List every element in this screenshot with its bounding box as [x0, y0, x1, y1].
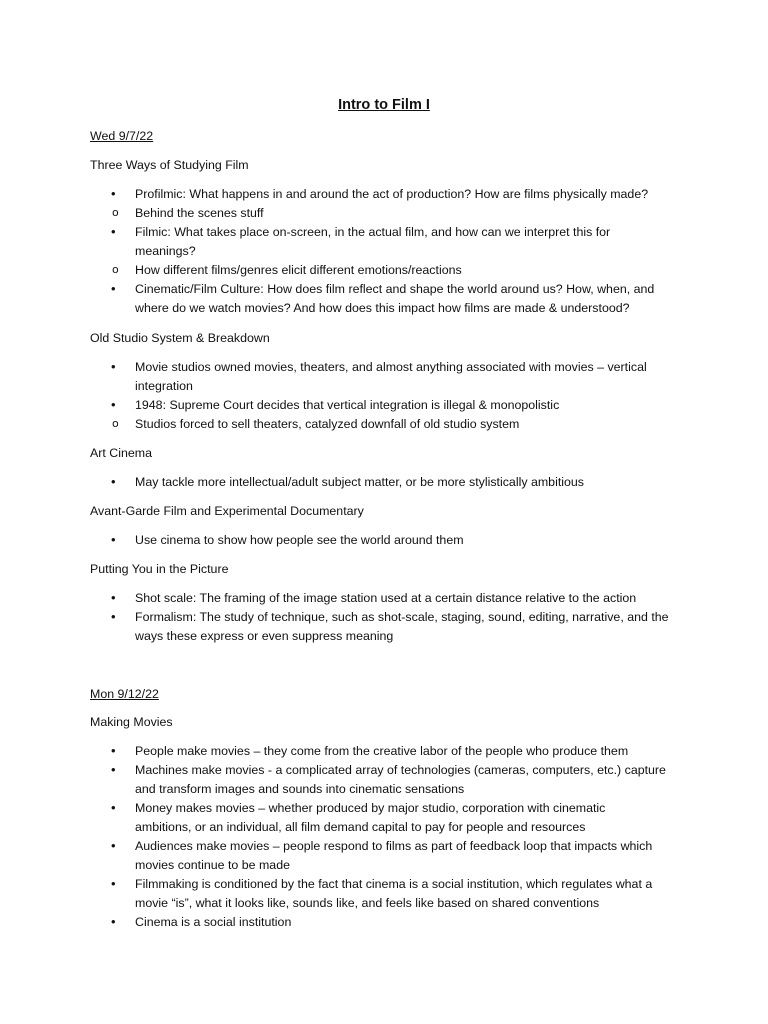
- bullet-icon: •: [111, 359, 116, 374]
- bullet-icon: •: [111, 914, 116, 929]
- sub-bullet-icon: o: [112, 206, 119, 219]
- list-item: • Money makes movies – whether produced by major studio, corporation with cinematic ambitions, or an individual, all film demand capital to pay for people and resources: [111, 800, 606, 834]
- document-title: Intro to Film I: [338, 97, 430, 113]
- section-heading: Making Movies: [90, 715, 173, 729]
- sub-bullet-icon: o: [112, 417, 119, 430]
- bullet-icon: •: [111, 838, 116, 853]
- list-item: • Use cinema to show how people see the world around them: [135, 531, 695, 550]
- list-item: • Filmic: What takes place on-screen, in the actual film, and how can we interpret this for meanings?: [111, 224, 611, 258]
- list-item: • Cinematic/Film Culture: How does film reflect and shape the world around us? How, when, and where do we watch movies? And how does this impact how films are made & understood?: [111, 281, 655, 315]
- list-item: • Formalism: The study of technique, such as shot-scale, staging, sound, editing, narrative, and the ways these express or even suppress meaning: [111, 609, 669, 643]
- bullet-icon: •: [111, 590, 116, 605]
- section-heading: Putting You in the Picture: [90, 562, 229, 576]
- list-item: • May tackle more intellectual/adult subject matter, or be more stylistically ambitious: [135, 473, 695, 492]
- section-heading: Three Ways of Studying Film: [90, 158, 249, 172]
- bullet-icon: •: [111, 532, 116, 547]
- bullet-icon: •: [111, 800, 116, 815]
- list-item: • People make movies – they come from the creative labor of the people who produce them: [135, 742, 695, 761]
- bullet-icon: •: [111, 224, 116, 239]
- sub-list-item: o Studios forced to sell theaters, catalyzed downfall of old studio system: [135, 415, 655, 434]
- section-heading: Old Studio System & Breakdown: [90, 331, 270, 345]
- list-item: • Cinema is a social institution: [135, 913, 695, 932]
- sub-list-item: o Behind the scenes stuff: [135, 204, 655, 223]
- list-item: • Shot scale: The framing of the image station used at a certain distance relative to the action: [135, 589, 695, 608]
- list-item: • Profilmic: What happens in and around the act of production? How are films physically made?: [135, 185, 695, 204]
- sub-list-item: o How different films/genres elicit different emotions/reactions: [135, 261, 655, 280]
- bullet-icon: •: [111, 186, 116, 201]
- list-item: • Audiences make movies – people respond to films as part of feedback loop that impacts which movies continue to be made: [111, 838, 653, 872]
- session-date: Mon 9/12/22: [90, 687, 159, 701]
- list-item: • Machines make movies - a complicated array of technologies (cameras, computers, etc.) capture and transform images and sounds into cinematic sensations: [111, 762, 666, 796]
- bullet-icon: •: [111, 609, 116, 624]
- list-item: • Movie studios owned movies, theaters, and almost anything associated with movies – vertical integration: [111, 359, 647, 393]
- list-item: • Filmmaking is conditioned by the fact that cinema is a social institution, which regulates what a movie “is”, what it looks like, sounds like, and feels like based on shared conventions: [111, 876, 653, 910]
- sub-bullet-icon: o: [112, 263, 119, 276]
- session-date: Wed 9/7/22: [90, 129, 154, 143]
- list-item: • 1948: Supreme Court decides that vertical integration is illegal & monopolistic: [135, 396, 695, 415]
- section-heading: Art Cinema: [90, 446, 152, 460]
- bullet-icon: •: [111, 281, 116, 296]
- bullet-icon: •: [111, 876, 116, 891]
- bullet-icon: •: [111, 397, 116, 412]
- bullet-icon: •: [111, 762, 116, 777]
- bullet-icon: •: [111, 474, 116, 489]
- bullet-icon: •: [111, 743, 116, 758]
- section-heading: Avant-Garde Film and Experimental Documentary: [90, 504, 364, 518]
